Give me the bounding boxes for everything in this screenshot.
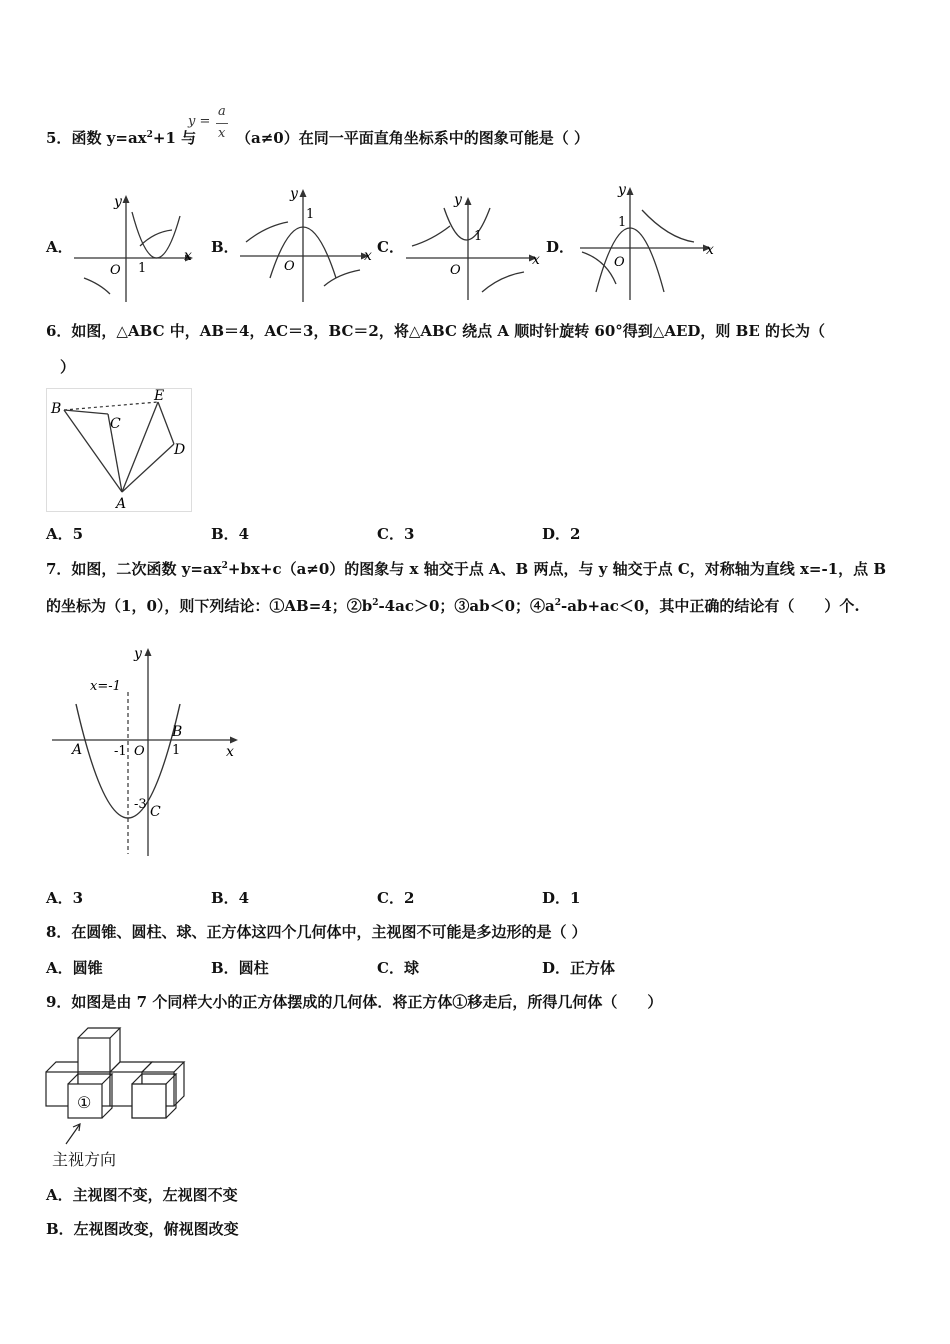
hyperbola-branch-left — [84, 278, 110, 294]
label-one: 1 — [172, 743, 181, 758]
x-label: x — [184, 248, 192, 264]
q5-text-a: 函数 y=ax — [71, 129, 147, 147]
label-c: C — [150, 804, 161, 820]
q5-graph-d — [576, 180, 720, 304]
q9-option-a[interactable]: A．主视图不变，左视图不变 — [46, 1186, 238, 1204]
q5-fraction — [188, 106, 228, 150]
y-label: y — [134, 646, 142, 662]
q7-l2-sup2: 2 — [554, 598, 562, 608]
label-b: B — [51, 401, 62, 417]
q9-option-b[interactable]: B．左视图改变，俯视图改变 — [46, 1220, 239, 1238]
q6-stem-close: ） — [60, 358, 76, 376]
segment-ae — [122, 402, 158, 492]
y-arrow — [300, 189, 307, 197]
label-neg1: -1 — [114, 744, 127, 759]
hyperbola-branch-right — [140, 230, 172, 246]
q5-frac-y: y = — [188, 114, 211, 129]
origin-label: O — [110, 263, 121, 278]
hyperbola-branch-left — [412, 226, 450, 246]
y-arrow — [465, 197, 472, 205]
q5-option-d[interactable]: D． — [546, 238, 575, 256]
q8-stem: 8．在圆锥、圆柱、球、正方体这四个几何体中，主视图不可能是多边形的是（ ） — [46, 923, 587, 941]
q7-l1-a: 7．如图，二次函数 y=ax — [46, 560, 222, 578]
segment-bc — [64, 410, 108, 414]
q7-l2-b: -4ac＞0；③ab＜0；④a — [378, 597, 555, 615]
cube-top — [78, 1038, 110, 1072]
symmetry-label: x=-1 — [90, 679, 121, 694]
label-b: B — [172, 724, 183, 740]
q6-option-c[interactable]: C．3 — [377, 525, 415, 543]
q5-frac-bar — [216, 123, 228, 124]
y-arrow — [627, 187, 634, 195]
q9-caption: 主视方向 — [52, 1150, 117, 1169]
cube-back-4-top — [142, 1062, 184, 1072]
label-o: O — [134, 744, 145, 759]
q7-option-c[interactable]: C．2 — [377, 889, 415, 907]
q5-graph-c — [402, 188, 546, 304]
q7-stem-line2 — [46, 596, 860, 616]
q7-option-d[interactable]: D．1 — [542, 889, 581, 907]
q7-graph — [48, 644, 244, 860]
q5-option-b[interactable]: B． — [211, 238, 239, 256]
q5-stem-tail — [236, 128, 589, 148]
q6-figure — [46, 388, 192, 512]
origin-label: O — [284, 259, 295, 274]
q5-text-c: （a≠0）在同一平面直角坐标系中的图象可能是（ ） — [236, 129, 589, 147]
q5-stem — [46, 128, 196, 148]
x-label: x — [706, 242, 714, 258]
q7-l1-sup: 2 — [221, 561, 228, 571]
hyperbola-branch-right — [482, 272, 524, 292]
x-label: x — [364, 248, 372, 264]
segment-ad — [122, 444, 174, 492]
q6-option-a[interactable]: A．5 — [46, 525, 84, 543]
q8-option-c[interactable]: C．球 — [377, 959, 419, 977]
q8-option-b[interactable]: B．圆柱 — [211, 959, 269, 977]
label-c: C — [110, 416, 121, 432]
q5-graph-a — [72, 190, 198, 305]
cube-back-3-top — [110, 1062, 152, 1072]
origin-label: O — [450, 263, 461, 278]
cube-front-2 — [132, 1084, 166, 1118]
one-label: 1 — [474, 229, 483, 244]
q5-sup: 2 — [146, 130, 153, 140]
x-arrow — [230, 737, 238, 744]
q8-option-d[interactable]: D．正方体 — [542, 959, 616, 977]
y-label: y — [454, 192, 462, 208]
label-e: E — [154, 388, 165, 404]
q7-l2-sup1: 2 — [372, 598, 379, 608]
segment-ed — [158, 402, 174, 444]
x-label: x — [226, 744, 234, 760]
q5-option-c[interactable]: C． — [377, 238, 404, 256]
origin-label: O — [614, 255, 625, 270]
cube-top-top — [78, 1028, 120, 1038]
y-label: y — [290, 186, 298, 202]
label-d: D — [174, 442, 186, 458]
q8-option-a[interactable]: A．圆锥 — [46, 959, 103, 977]
q6-stem: 6．如图，△ABC 中，AB＝4，AC＝3，BC＝2，将△ABC 绕点 A 顺时针旋转 60°得到△AED，则 BE 的长为（ — [46, 322, 825, 340]
hyperbola-branch-right — [324, 270, 360, 286]
y-label: y — [618, 182, 626, 198]
q5-text-b: +1 与 — [152, 129, 197, 147]
q5-graph-b — [236, 182, 376, 306]
q5-option-a[interactable]: A． — [46, 238, 73, 256]
q7-stem-line1 — [46, 559, 886, 579]
label-a: A — [72, 742, 83, 758]
label-neg3: -3 — [134, 797, 147, 812]
q7-l2-c: -ab+ac＜0，其中正确的结论有（ ）个. — [561, 597, 860, 615]
q6-option-b[interactable]: B．4 — [211, 525, 250, 543]
q7-l1-b: +bx+c（a≠0）的图象与 x 轴交于点 A、B 两点，与 y 轴交于点 C，对称轴为直线 x=-1，点 B — [227, 560, 887, 578]
label-a: A — [116, 496, 127, 512]
hyperbola-branch-right — [642, 210, 694, 242]
one-label: 1 — [138, 261, 147, 276]
q9-stem: 9．如图是由 7 个同样大小的正方体摆成的几何体．将正方体①移走后，所得几何体（ ） — [46, 993, 663, 1011]
x-label: x — [532, 252, 540, 268]
q5-frac-num: a — [218, 104, 226, 119]
y-arrow — [145, 648, 152, 656]
figure-frame — [47, 389, 192, 512]
y-arrow — [123, 195, 130, 203]
q7-l2-a: 的坐标为（1，0），则下列结论：①AB=4；②b — [46, 597, 373, 615]
y-label: y — [114, 194, 122, 210]
q6-option-d[interactable]: D．2 — [542, 525, 581, 543]
one-label: 1 — [306, 207, 315, 222]
q7-option-a[interactable]: A．3 — [46, 889, 84, 907]
segment-be-dashed — [64, 402, 158, 410]
parabola-curve — [444, 208, 490, 240]
q5-frac-den: x — [218, 126, 226, 141]
q7-option-b[interactable]: B．4 — [211, 889, 250, 907]
cube-mark: ① — [77, 1093, 92, 1112]
one-label: 1 — [618, 215, 627, 230]
q5-number: 5． — [46, 129, 72, 147]
hyperbola-branch-left — [246, 222, 288, 242]
